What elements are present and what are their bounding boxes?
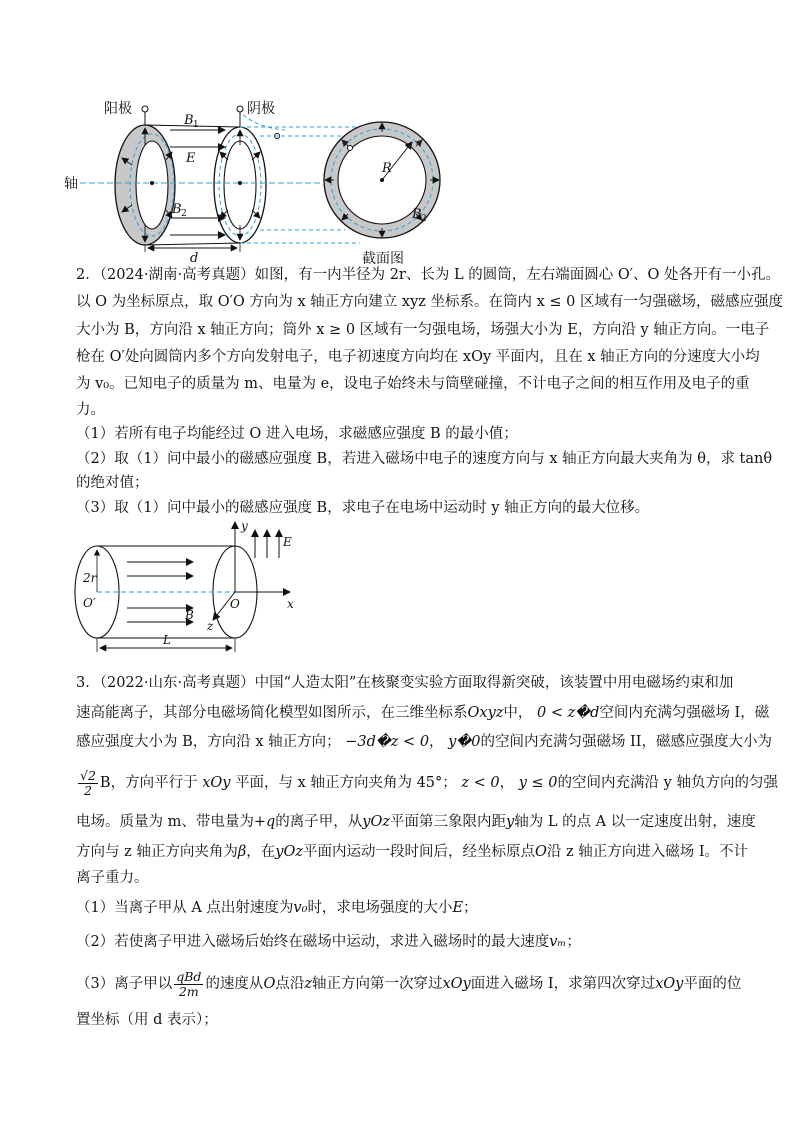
fraction-qbd-over-2m	[174, 970, 203, 999]
math-z: z	[304, 976, 312, 992]
text-segment: ，在	[246, 844, 276, 860]
problem-3-line-1: 3．（2022·山东·高考真题）中国“人造太阳”在核聚变实验方面取得新突破，该装置中用电磁场约束和加	[76, 675, 734, 691]
text-segment: 电场。质量为 m、带电量为	[76, 814, 254, 830]
math-e: E	[452, 900, 464, 916]
math-o: O	[263, 976, 276, 992]
math-region-2: −3d�z < 0	[345, 734, 430, 750]
text-segment: ；	[463, 900, 478, 916]
fraction-denominator: 2	[83, 782, 92, 798]
label-anode: 阳极	[104, 101, 132, 117]
text-segment: 时，求电场强度的大小	[307, 900, 453, 916]
label-b2-sub: 2	[181, 209, 187, 219]
math-xoy: xOy	[202, 775, 231, 791]
text-segment: 平面第三象限内距	[390, 814, 507, 830]
label-e: E	[186, 151, 196, 166]
text-segment: 点沿	[275, 976, 305, 992]
text-segment: ；	[442, 775, 457, 791]
figure-cylinder-axes	[65, 520, 315, 660]
fraction-denominator: 2m	[178, 983, 199, 999]
math-yoz-2: yOz	[275, 844, 303, 860]
text-segment: ，	[429, 734, 444, 750]
label-axis: 轴	[64, 176, 78, 192]
math-yoz: yOz	[362, 814, 391, 830]
text-segment: 速高能离子，其部分电磁场简化模型如图所示，在三维坐标系	[76, 705, 468, 721]
math-y-condition: y�0	[448, 734, 481, 750]
math-xoy: xOy	[442, 976, 471, 992]
math-o: O	[534, 844, 547, 860]
label-x-axis: x	[287, 597, 294, 611]
label-b1-sub: 1	[193, 120, 199, 130]
problem-2-line-6: 力。	[76, 402, 105, 418]
math-charge: +q	[253, 814, 276, 830]
math-y-condition-2: y ≤ 0	[518, 775, 558, 791]
label-r: R	[382, 161, 392, 176]
problem-2-line-3: 大小为 B，方向沿 x 轴正方向；筒外 x ≥ 0 区域有一匀强电场，场强大小为 E，方向沿 y 轴正方向。一电子	[76, 322, 770, 338]
fraction-numerator: √2	[80, 767, 96, 783]
problem-3-question-3-cont: 置坐标（用 d 表示）；	[76, 1012, 218, 1028]
problem-2-line-2: 以 O 为坐标原点，取 O′O 方向为 x 轴正方向建立 xyz 坐标系。在筒内 x ≤ 0 区域有一匀强磁场，磁感应强度	[76, 294, 783, 310]
text-segment: 的空间内充满匀强磁场 II，磁感应强度大小为	[480, 734, 773, 750]
problem-2-line-5: 为 v₀。已知电子的质量为 m、电量为 e，设电子始终未与筒壁碰撞，不计电子之间的相互作用及电子的重	[76, 376, 750, 392]
label-b1: B	[184, 113, 194, 128]
fraction-numerator: qBd	[176, 968, 202, 984]
text-segment: 中，	[503, 705, 533, 721]
text-segment: 平面内运动一段时间后，经坐标原点	[302, 844, 535, 860]
math-oxyz: Oxyz	[467, 705, 504, 721]
text-segment: （1）当离子甲从 A 点出射速度为	[76, 900, 294, 916]
label-b2: B	[172, 202, 182, 217]
problem-3-line-3	[76, 732, 772, 752]
problem-2-question-3: （3）取（1）问中最小的磁感应强度 B，求电子在电场中运动时 y 轴正方向的最大位移。	[76, 500, 650, 516]
label-cathode: 阴极	[247, 101, 275, 117]
problem-3-question-3	[76, 968, 741, 1000]
problem-2-question-2-cont: 的绝对值；	[76, 475, 149, 491]
text-segment: ；	[566, 934, 581, 950]
label-2r: 2r	[83, 571, 97, 585]
problem-2-line-4: 枪在 O′处向圆筒内多个方向发射电子，电子初速度方向均在 xOy 平面内，且在 x 轴正方向的分速度大小均	[76, 349, 760, 365]
text-segment: 轴为 L 的点 A 以一定速度出射，速度	[514, 814, 756, 830]
math-vm: vₘ	[549, 934, 567, 950]
label-e-field: E	[283, 535, 292, 549]
label-y-axis: y	[241, 520, 248, 533]
text-segment: （3）离子甲以	[76, 976, 173, 992]
text-segment: 的离子甲，从	[275, 814, 363, 830]
problem-2-line-1: 2．（2024·湖南·高考真题）如图，有一内半径为 2r、长为 L 的圆筒，左右端面圆心 O′、O 处各开有一小孔。	[76, 267, 780, 283]
label-o-prime: O′	[83, 596, 96, 610]
math-xoy: xOy	[655, 976, 684, 992]
label-b2-section-sub: 2	[421, 214, 427, 224]
label-b-field: B	[185, 608, 194, 622]
text-segment: B，方向平行于	[99, 775, 198, 791]
text-segment: 方向与 z 轴正方向夹角为	[76, 844, 238, 860]
label-origin: O	[230, 597, 240, 611]
label-z-axis: z	[207, 619, 214, 633]
text-segment: 面进入磁场 I，求第四次穿过	[470, 976, 656, 992]
problem-2-question-2: （2）取（1）问中最小的磁感应强度 B，若进入磁场中电子的速度方向与 x 轴正方向最大夹角为 θ，求 tanθ	[76, 451, 773, 467]
label-d: d	[190, 251, 199, 266]
math-v0: v₀	[293, 900, 308, 916]
figure1-caption: 截面图	[362, 251, 404, 267]
figure-cylinder-electrodes	[60, 90, 460, 270]
text-segment: 沿 z 轴正方向进入磁场 I。不计	[546, 844, 749, 860]
text-segment: 轴正方向第一次穿过	[311, 976, 443, 992]
text-segment: 空间内充满匀强磁场 I，磁	[599, 705, 770, 721]
problem-2-question-1: （1）若所有电子均能经过 O 进入电场，求磁感应强度 B 的最小值；	[76, 426, 518, 442]
label-b2-section: B	[412, 207, 422, 222]
label-length: L	[163, 633, 171, 647]
text-segment: ，	[499, 775, 515, 791]
text-segment: 的空间内充满沿 y 轴负方向的匀强	[557, 775, 778, 791]
problem-3-line-6	[76, 842, 748, 862]
problem-3-line-2	[76, 703, 769, 723]
math-y: y	[506, 814, 515, 830]
problem-3-line-7: 离子重力。	[76, 870, 149, 886]
problem-3-line-4	[76, 768, 778, 798]
text-segment: 平面的位	[683, 976, 742, 992]
text-segment: 的速度从	[205, 976, 264, 992]
fraction-sqrt2-over-2	[78, 769, 98, 798]
problem-3-line-5	[76, 812, 756, 832]
text-segment: 感应强度大小为 B，方向沿 x 轴正方向；	[76, 734, 341, 750]
math-angle: 45°	[416, 775, 443, 791]
math-z-condition: z < 0	[461, 775, 500, 791]
math-beta: β	[237, 844, 247, 860]
problem-3-question-2	[76, 932, 581, 952]
problem-3-question-1	[76, 898, 478, 918]
text-segment: 平面，与 x 轴正方向夹角为	[235, 775, 412, 791]
text-segment: （2）若使离子甲进入磁场后始终在磁场中运动，求进入磁场时的最大速度	[76, 934, 550, 950]
math-region-1: 0 < z�d	[537, 705, 600, 721]
